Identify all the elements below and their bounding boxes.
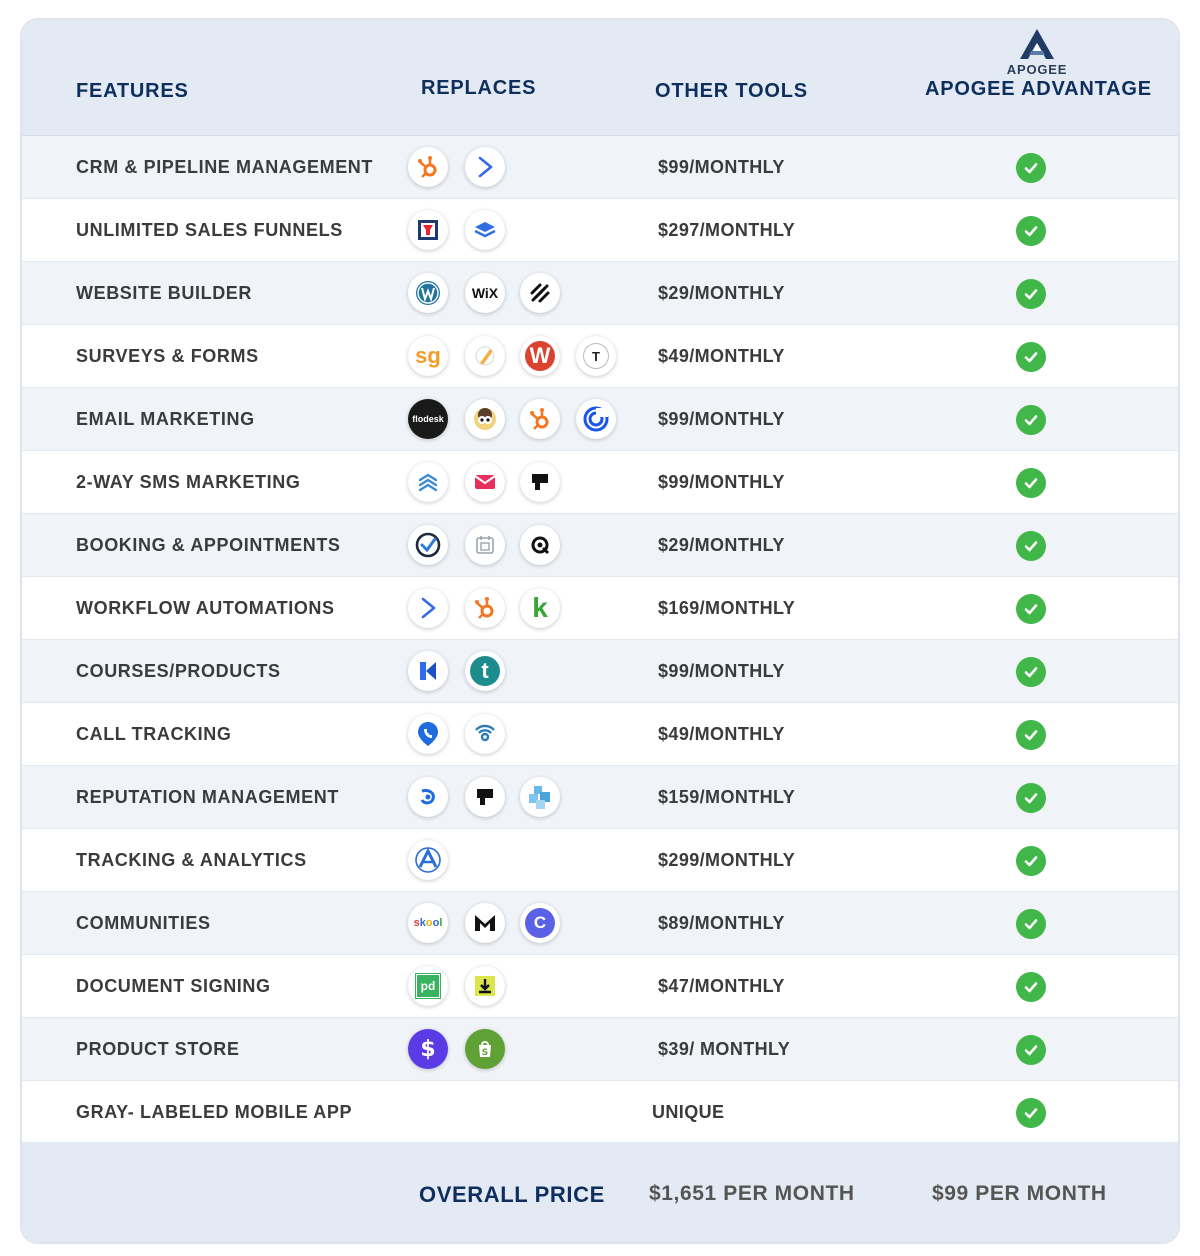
checkmark-icon <box>1016 468 1046 498</box>
table-row <box>22 577 1178 640</box>
feature-name: CRM & PIPELINE MANAGEMENT <box>76 157 374 177</box>
other-tools-price: $99/MONTHLY <box>658 661 785 681</box>
shopify-icon <box>465 1029 505 1069</box>
kajabi-icon <box>408 651 448 691</box>
checkmark-icon <box>1016 783 1046 813</box>
table-row <box>22 1081 1178 1144</box>
table-header <box>22 20 1178 136</box>
feature-name: UNLIMITED SALES FUNNELS <box>76 220 343 240</box>
svg-text:$: $ <box>420 1037 436 1062</box>
table-row <box>22 262 1178 325</box>
wufoo-icon: W <box>520 336 560 376</box>
feature-name: PRODUCT STORE <box>76 1039 240 1059</box>
checkmark-icon <box>1016 1098 1046 1128</box>
simpletexting-icon <box>408 462 448 502</box>
table-row <box>22 199 1178 262</box>
table-row <box>22 451 1178 514</box>
other-tools-price: $29/MONTHLY <box>658 283 785 303</box>
table-row <box>22 892 1178 955</box>
hubspot-icon <box>465 588 505 628</box>
feature-name: REPUTATION MANAGEMENT <box>76 787 339 807</box>
feature-name: SURVEYS & FORMS <box>76 346 259 366</box>
table-row <box>22 829 1178 892</box>
flodesk-icon: flodesk <box>408 399 448 439</box>
other-tools-price: $297/MONTHLY <box>658 220 796 240</box>
checkmark-icon <box>1016 279 1046 309</box>
feature-name: CALL TRACKING <box>76 724 232 744</box>
checkmark-icon <box>1016 531 1046 561</box>
feature-name: EMAIL MARKETING <box>76 409 255 429</box>
squarespace-icon <box>520 273 560 313</box>
jotform-icon <box>465 336 505 376</box>
apogee-total: $99 PER MONTH <box>932 1182 1107 1205</box>
table-row <box>22 388 1178 451</box>
other-tools-price: UNIQUE <box>652 1102 725 1122</box>
wordpress-icon <box>408 273 448 313</box>
constant-contact-icon <box>576 399 616 439</box>
feature-name: GRAY- LABELED MOBILE APP <box>76 1102 353 1122</box>
teachable-icon: t <box>465 651 505 691</box>
hubspot-icon <box>520 399 560 439</box>
replaces-column-header: REPLACES <box>421 77 537 99</box>
feature-name: DOCUMENT SIGNING <box>76 976 271 996</box>
checkmark-icon <box>1016 153 1046 183</box>
keap-icon: k <box>520 588 560 628</box>
table-row <box>22 955 1178 1018</box>
other-tools-price: $169/MONTHLY <box>658 598 796 618</box>
other-tools-price: $99/MONTHLY <box>658 157 785 177</box>
features-column-header: FEATURES <box>76 80 189 102</box>
feature-name: 2-WAY SMS MARKETING <box>76 472 301 492</box>
table-row <box>22 136 1178 199</box>
calendar-icon <box>465 525 505 565</box>
checkmark-icon <box>1016 909 1046 939</box>
feature-name: BOOKING & APPOINTMENTS <box>76 535 341 555</box>
svg-text:S: S <box>481 1048 489 1058</box>
activecampaign-icon <box>465 147 505 187</box>
wix-icon: WiX <box>465 273 505 313</box>
other-tools-price: $47/MONTHLY <box>658 976 785 996</box>
apogee-advantage-column-header: APOGEE ADVANTAGE <box>925 78 1152 100</box>
other-tools-price: $159/MONTHLY <box>658 787 796 807</box>
textedly-icon <box>465 462 505 502</box>
apogee-logo-icon <box>1018 28 1056 60</box>
leadpages-icon <box>465 210 505 250</box>
podium-icon <box>465 777 505 817</box>
apogee-logo-text: APOGEE <box>1006 62 1068 77</box>
typeform-icon: T <box>576 336 616 376</box>
table-row <box>22 766 1178 829</box>
callfire-icon <box>465 714 505 754</box>
checkmark-icon <box>1016 216 1046 246</box>
circle-icon: C <box>520 903 560 943</box>
other-tools-total: $1,651 PER MONTH <box>649 1182 855 1205</box>
pandadoc-icon: pd <box>408 966 448 1006</box>
checkmark-icon <box>1016 972 1046 1002</box>
comparison-table <box>20 18 1180 1244</box>
other-tools-price: $89/MONTHLY <box>658 913 785 933</box>
other-tools-column-header: OTHER TOOLS <box>655 80 808 102</box>
other-tools-price: $99/MONTHLY <box>658 472 785 492</box>
mighty-networks-icon <box>465 903 505 943</box>
checkmark-icon <box>1016 342 1046 372</box>
hubspot-icon <box>408 147 448 187</box>
overall-price-label: OVERALL PRICE <box>419 1182 605 1207</box>
podium-icon <box>520 462 560 502</box>
activecampaign-icon <box>408 588 448 628</box>
table-row <box>22 1018 1178 1081</box>
table-row <box>22 640 1178 703</box>
other-tools-price: $299/MONTHLY <box>658 850 796 870</box>
table-row <box>22 325 1178 388</box>
other-tools-price: $49/MONTHLY <box>658 724 785 744</box>
clickfunnels-icon <box>408 210 448 250</box>
feature-name: COMMUNITIES <box>76 913 211 933</box>
calendly-icon <box>520 525 560 565</box>
checkmark-icon <box>1016 594 1046 624</box>
table-row <box>22 703 1178 766</box>
checkmark-icon <box>1016 657 1046 687</box>
feature-name: WORKFLOW AUTOMATIONS <box>76 598 335 618</box>
feature-name: WEBSITE BUILDER <box>76 283 253 303</box>
cashapp-icon <box>408 1029 448 1069</box>
other-tools-price: $29/MONTHLY <box>658 535 785 555</box>
other-tools-price: $39/ MONTHLY <box>658 1039 791 1059</box>
callrail-icon <box>408 714 448 754</box>
acuity-icon <box>408 525 448 565</box>
mailchimp-icon <box>465 399 505 439</box>
other-tools-price: $99/MONTHLY <box>658 409 785 429</box>
checkmark-icon <box>1016 846 1046 876</box>
feature-name: TRACKING & ANALYTICS <box>76 850 307 870</box>
google-analytics-icon <box>408 840 448 880</box>
feature-name: COURSES/PRODUCTS <box>76 661 281 681</box>
docusign-icon <box>465 966 505 1006</box>
apogee-logo <box>1002 28 1072 77</box>
skool-icon: s k o o l <box>408 903 448 943</box>
birdeye-icon <box>408 777 448 817</box>
checkmark-icon <box>1016 1035 1046 1065</box>
checkmark-icon <box>1016 720 1046 750</box>
grade-us-icon <box>520 777 560 817</box>
table-row <box>22 514 1178 577</box>
checkmark-icon <box>1016 405 1046 435</box>
surveygizmo-icon: sg <box>408 336 448 376</box>
other-tools-price: $49/MONTHLY <box>658 346 785 366</box>
table-footer <box>22 1142 1178 1244</box>
